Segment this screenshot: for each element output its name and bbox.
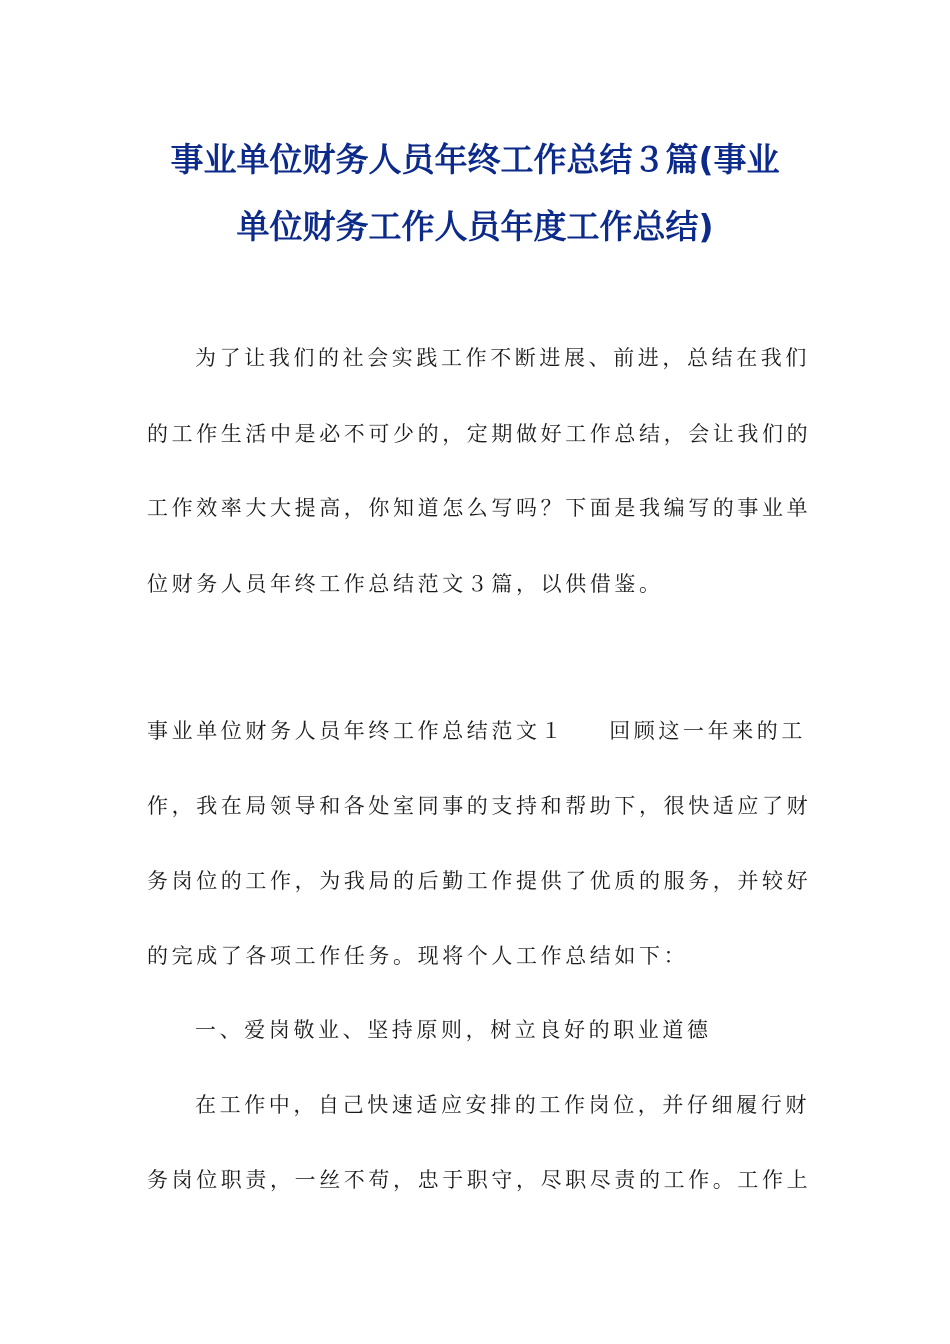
intro-line-2: 的工作生活中是必不可少的，定期做好工作总结，会让我们的 [147, 422, 812, 446]
document-title-line-2: 单位财务工作人员年度工作总结) [236, 207, 714, 246]
section-1-para-2-line-1: 在工作中，自己快速适应安排的工作岗位，并仔细履行财 [195, 1093, 810, 1117]
section-1-line-4: 的完成了各项工作任务。现将个人工作总结如下： [147, 944, 689, 968]
intro-line-3: 工作效率大大提高，你知道怎么写吗？下面是我编写的事业单 [147, 496, 812, 520]
intro-line-4: 位财务人员年终工作总结范文３篇，以供借鉴。 [147, 572, 664, 596]
section-1-line-2: 作，我在局领导和各处室同事的支持和帮助下，很快适应了财 [147, 794, 812, 818]
document-title-line-1: 事业单位财务人员年终工作总结３篇(事业 [170, 140, 780, 179]
section-1-heading: 事业单位财务人员年终工作总结范文１ [147, 719, 566, 743]
section-1-line-3: 务岗位的工作，为我局的后勤工作提供了优质的服务，并较好 [147, 869, 812, 893]
section-1-first-line [147, 717, 806, 745]
section-1-first-line-text: 回顾这一年来的工 [609, 719, 807, 743]
section-1-para-2-line-2: 务岗位职责，一丝不苟，忠于职守，尽职尽责的工作。工作上 [147, 1168, 812, 1192]
section-1-subheading: 一、爱岗敬业、坚持原则，树立良好的职业道德 [195, 1018, 712, 1042]
intro-line-1: 为了让我们的社会实践工作不断进展、前进，总结在我们 [195, 346, 810, 370]
